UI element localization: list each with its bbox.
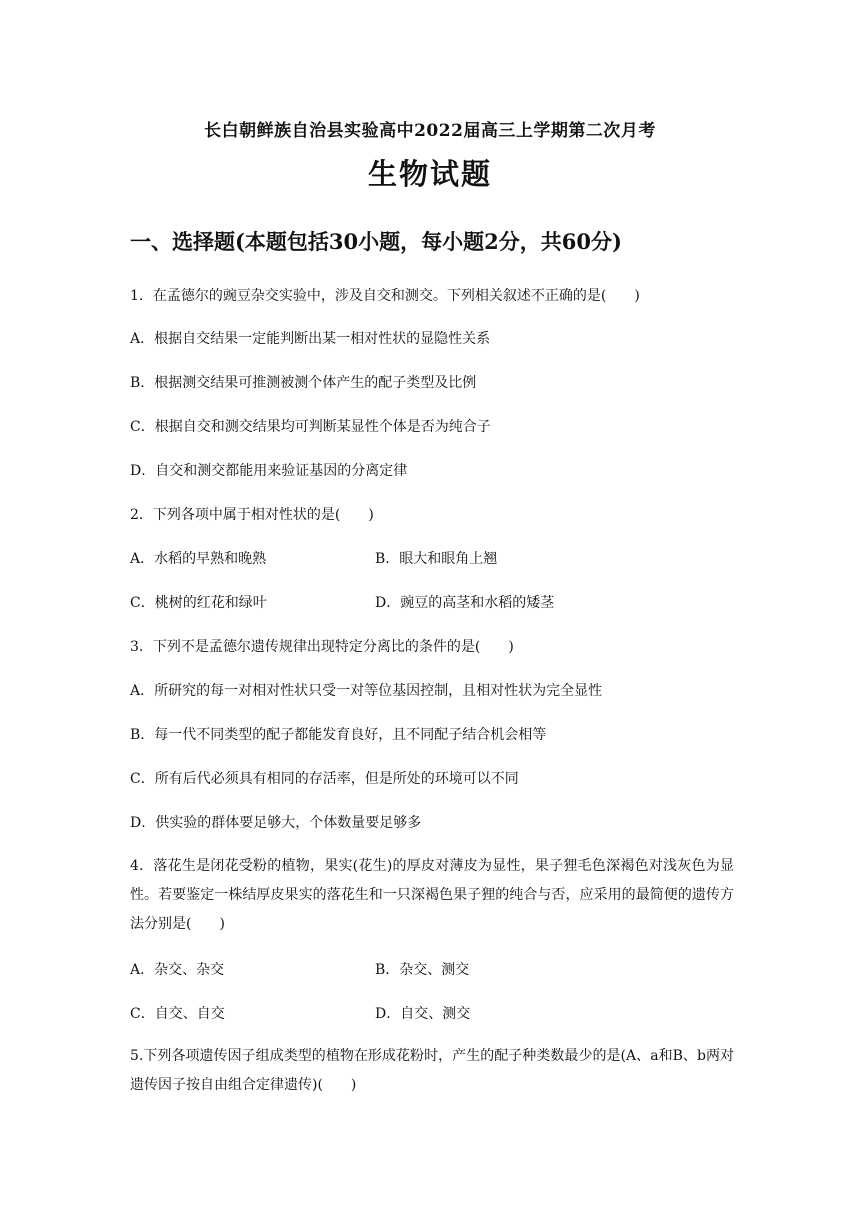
question-3-option-d: D．供实验的群体要足够大，个体数量要足够多 [130,815,422,831]
question-2-option-d: D．豌豆的高茎和水稻的矮茎 [375,595,555,611]
question-2-option-a: A．水稻的早熟和晚熟 [130,551,267,567]
question-2-option-c: C．桃树的红花和绿叶 [130,595,267,611]
question-3-option-b: B．每一代不同类型的配子都能发育良好，且不同配子结合机会相等 [130,727,547,743]
question-1-option-c: C．根据自交和测交结果均可判断某显性个体是否为纯合子 [130,419,491,435]
question-2-stem: 2．下列各项中属于相对性状的是( ) [130,507,374,523]
question-2-option-b: B．眼大和眼角上翘 [375,551,498,567]
question-1-option-a: A．根据自交结果一定能判断出某一相对性状的显隐性关系 [130,331,491,347]
question-3-option-c: C．所有后代必须具有相同的存活率，但是所处的环境可以不同 [130,771,519,787]
question-4-option-a: A．杂交、杂交 [130,962,225,978]
question-3-stem: 3．下列不是孟德尔遗传规律出现特定分离比的条件的是( ) [130,639,514,655]
question-4-option-c: C．自交、自交 [130,1006,225,1022]
question-1-option-b: B．根据测交结果可推测被测个体产生的配子类型及比例 [130,375,477,391]
subject-title: 生物试题 [367,157,492,191]
question-4-option-b: B．杂交、测交 [375,962,470,978]
question-3-option-a: A．所研究的每一对相对性状只受一对等位基因控制，且相对性状为完全显性 [130,683,603,699]
question-1-stem: 1．在孟德尔的豌豆杂交实验中，涉及自交和测交。下列相关叙述不正确的是( ) [130,288,640,304]
question-5-stem: 5.下列各项遗传因子组成类型的植物在形成花粉时，产生的配子种类数最少的是(A、a和B、b两对遗传因子按自由组合定律遗传)( ) [130,1048,734,1093]
question-4-stem: 4．落花生是闭花受粉的植物，果实(花生)的厚皮对薄皮为显性，果子狸毛色深褐色对浅灰色为显性。若要鉴定一株结厚皮果实的落花生和一只深褐色果子狸的纯合与否，应采用的最简便的遗传方法分别是( ) [130,858,734,932]
section-heading: 一、选择题(本题包括30小题，每小题2分，共60分) [130,229,622,254]
question-1-option-d: D．自交和测交都能用来验证基因的分离定律 [130,463,408,479]
question-4-option-d: D．自交、测交 [375,1006,471,1022]
school-title: 长白朝鲜族自治县实验高中2022届高三上学期第二次月考 [204,121,656,141]
